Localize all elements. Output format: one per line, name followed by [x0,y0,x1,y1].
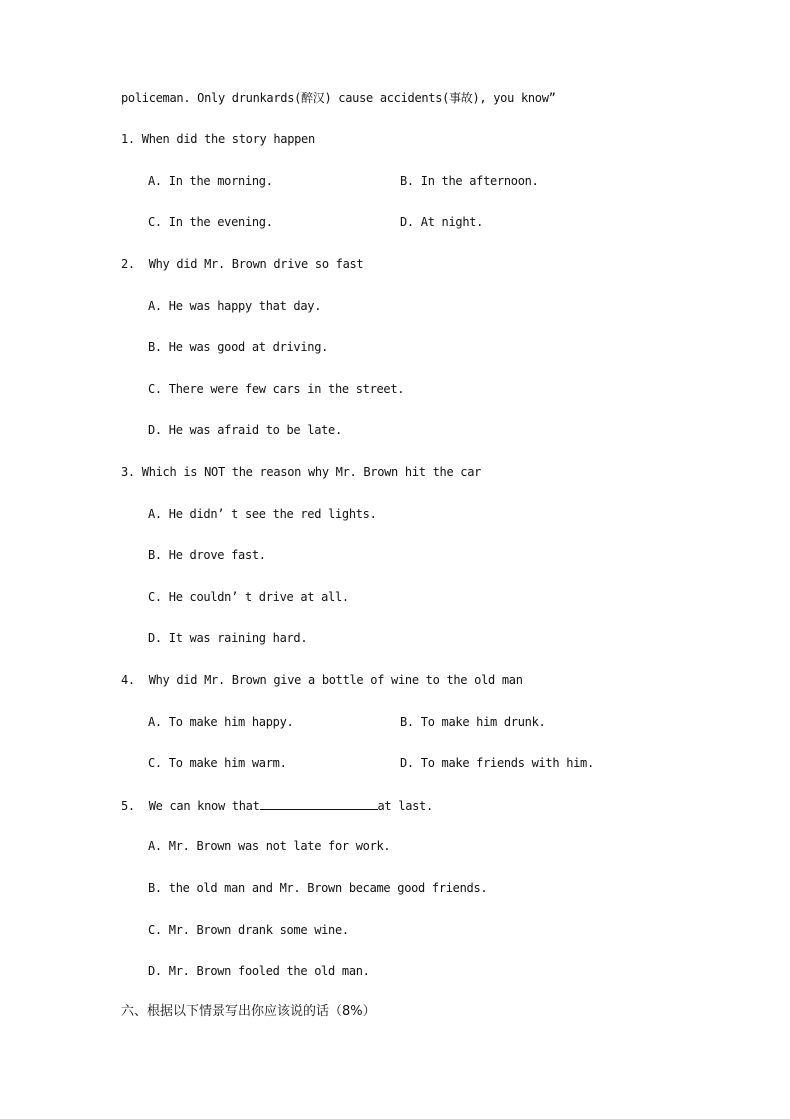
question-3-option-b: B. He drove fast. [148,548,266,562]
question-5-option-b: B. the old man and Mr. Brown became good friends. [148,881,488,895]
question-1-option-c: C. In the evening. [148,215,273,229]
answer-blank [260,797,378,810]
question-5-option-d: D. Mr. Brown fooled the old man. [148,964,370,978]
question-3-option-a: A. He didn’ t see the red lights. [148,507,377,521]
question-2-option-c: C. There were few cars in the street. [148,382,405,396]
question-5-option-a: A. Mr. Brown was not late for work. [148,839,391,853]
question-2-option-a: A. He was happy that day. [148,299,322,313]
question-2-option-b: B. He was good at driving. [148,340,329,354]
question-1-option-d: D. At night. [400,215,484,229]
question-2-stem: 2. Why did Mr. Brown drive so fast [121,257,364,271]
question-1-option-a: A. In the morning. [148,174,273,188]
question-3-option-d: D. It was raining hard. [148,631,308,645]
question-1-stem: 1. When did the story happen [121,132,315,146]
question-4-option-a: A. To make him happy. [148,715,294,729]
section-heading: 六、根据以下情景写出你应该说的话（8%） [121,1004,376,1019]
passage-last-line: policeman. Only drunkards(醉汉) cause accidents(事故), you know” [121,91,556,105]
question-5-stem-before: 5. We can know that [121,799,260,813]
question-4-option-b: B. To make him drunk. [400,715,546,729]
question-3-stem: 3. Which is NOT the reason why Mr. Brown hit the car [121,465,482,479]
question-5-option-c: C. Mr. Brown drank some wine. [148,923,349,937]
question-5-stem [121,797,433,814]
question-1-option-b: B. In the afternoon. [400,174,539,188]
question-5-stem-after: at last. [377,799,433,813]
question-4-stem: 4. Why did Mr. Brown give a bottle of wine to the old man [121,673,523,687]
question-3-option-c: C. He couldn’ t drive at all. [148,590,349,604]
question-4-option-d: D. To make friends with him. [400,756,594,770]
question-4-option-c: C. To make him warm. [148,756,287,770]
question-2-option-d: D. He was afraid to be late. [148,423,342,437]
